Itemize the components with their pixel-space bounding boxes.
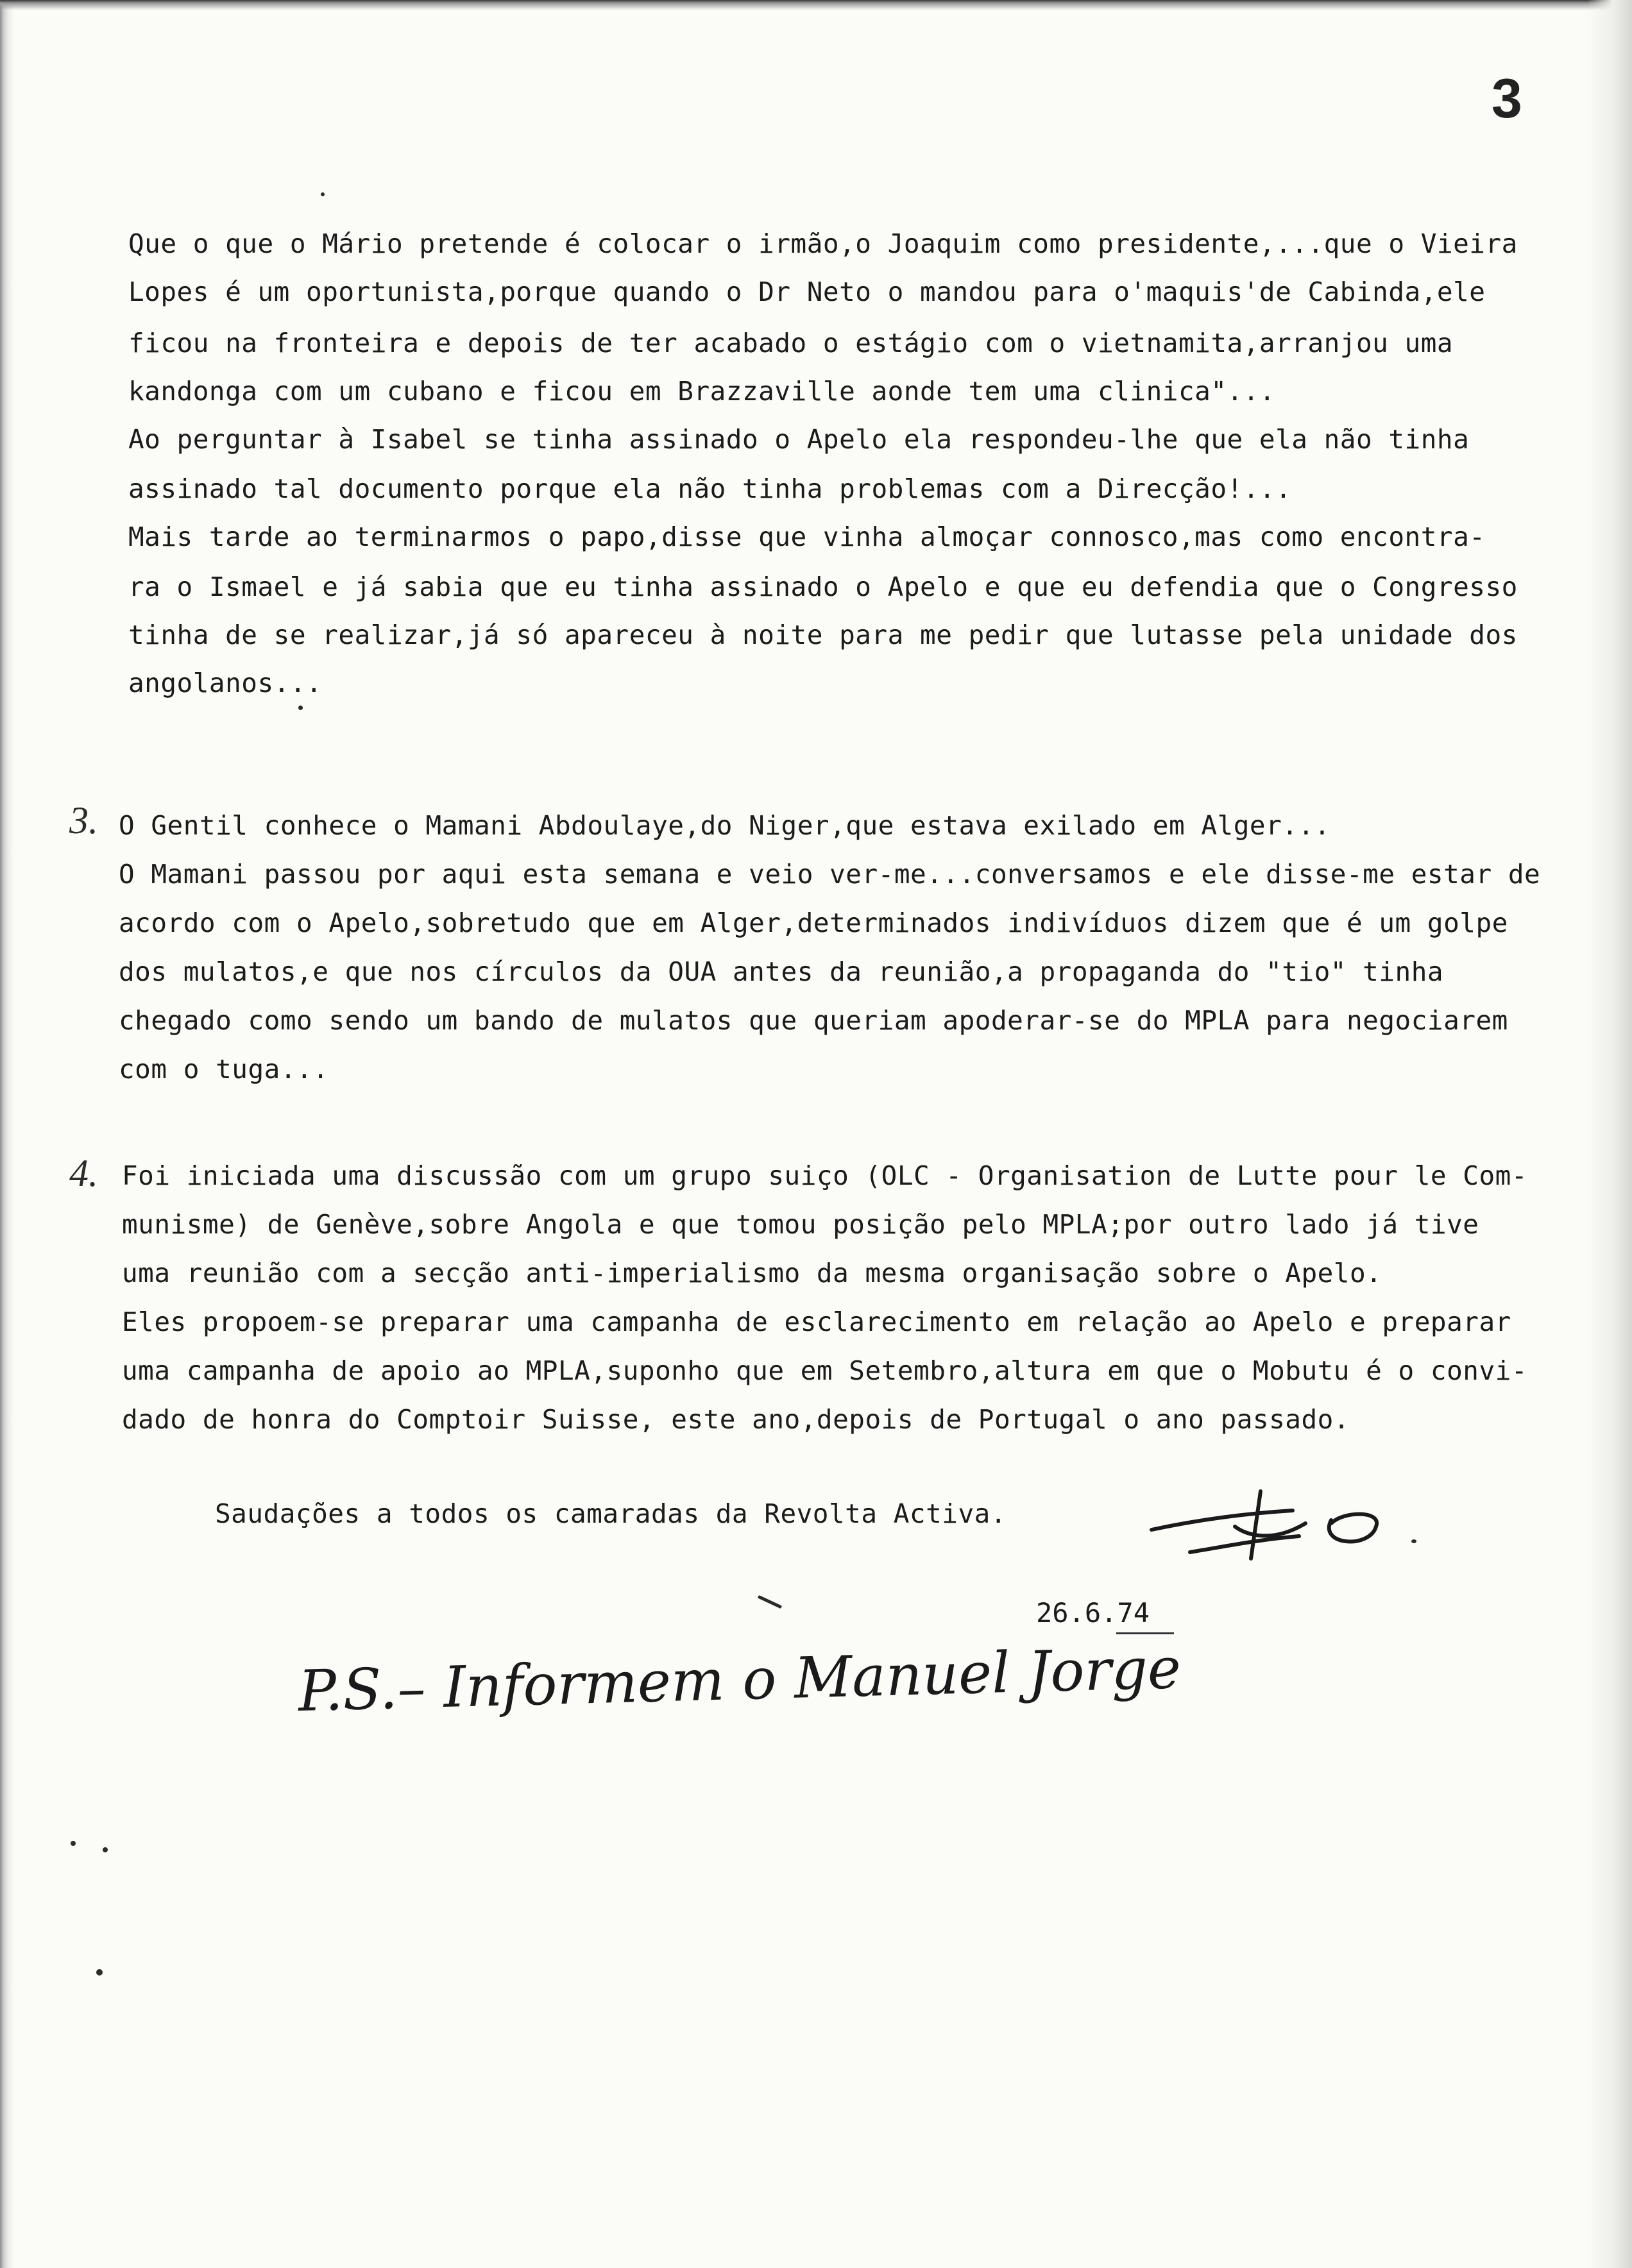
text-line: tinha de se realizar,já só apareceu à noite para me pedir que lutasse pela unidade dos: [128, 620, 1518, 650]
date-underline: [1116, 1632, 1174, 1634]
scan-speck: [1411, 1539, 1416, 1543]
scan-speck: [96, 1969, 103, 1976]
text-line: angolanos...: [128, 668, 323, 698]
scan-top-edge: [0, 0, 1632, 10]
scan-speck: [103, 1847, 108, 1852]
page-number: 3: [1492, 68, 1522, 130]
text-line: Foi iniciada uma discussão com um grupo suiço (OLC - Organisation de Lutte pour le Com-: [122, 1160, 1528, 1191]
scan-speck: [71, 1841, 76, 1846]
text-line: dos mulatos,e que nos círculos da OUA antes da reunião,a propaganda do "tio" tinha: [119, 956, 1444, 987]
text-line: assinado tal documento porque ela não tinha problemas com a Direcção!...: [128, 473, 1292, 504]
text-line: munisme) de Genève,sobre Angola e que tomou posição pelo MPLA;por outro lado já tive: [122, 1209, 1479, 1240]
text-line: ficou na fronteira e depois de ter acabado o estágio com o vietnamita,arranjou uma: [128, 328, 1454, 359]
text-line: uma campanha de apoio ao MPLA,suponho que em Setembro,altura em que o Mobutu é o convi-: [122, 1355, 1528, 1386]
text-line: Ao perguntar à Isabel se tinha assinado o Apelo ela respondeu-lhe que ela não tinha: [128, 424, 1470, 455]
text-line: O Mamani passou por aqui esta semana e veio ver-me...conversamos e ele disse-me estar de: [119, 859, 1541, 890]
text-line: Lopes é um oportunista,porque quando o Dr Neto o mandou para o'maquis'de Cabinda,ele: [128, 276, 1486, 307]
text-line: Eles propoem-se preparar uma campanha de esclarecimento em relação ao Apelo e preparar: [122, 1307, 1511, 1337]
section-number-3: 3.: [69, 799, 98, 842]
date: 26.6.74: [1036, 1597, 1150, 1629]
text-line: ra o Ismael e já sabia que eu tinha assinado o Apelo e que eu defendia que o Congresso: [128, 571, 1518, 602]
scan-speck: [298, 706, 303, 710]
handwritten-postscript: P.S.– Informem o Manuel Jorge: [297, 1634, 1182, 1724]
signature-scribble: [1139, 1475, 1408, 1578]
scan-right-edge: [1587, 0, 1632, 2268]
text-line: uma reunião com a secção anti-imperialismo da mesma organisação sobre o Apelo.: [122, 1258, 1382, 1289]
text-line: kandonga com um cubano e ficou em Brazzaville aonde tem uma clinica"...: [128, 376, 1276, 407]
text-line: acordo com o Apelo,sobretudo que em Alger,determinados indivíduos dizem que é um golpe: [119, 908, 1508, 938]
scan-left-edge: [0, 0, 14, 2268]
scan-speck: [321, 192, 325, 196]
scan-speck: [758, 1595, 782, 1609]
greeting: Saudações a todos os camaradas da Revolta Activa.: [215, 1498, 1007, 1529]
text-line: dado de honra do Comptoir Suisse, este ano,depois de Portugal o ano passado.: [122, 1404, 1350, 1435]
text-line: Que o que o Mário pretende é colocar o irmão,o Joaquim como presidente,...que o Vieira: [128, 228, 1518, 259]
text-line: chegado como sendo um bando de mulatos que queriam apoderar-se do MPLA para negociarem: [119, 1005, 1508, 1036]
text-line: com o tuga...: [119, 1054, 329, 1085]
section-number-4: 4.: [69, 1152, 98, 1194]
text-line: O Gentil conhece o Mamani Abdoulaye,do Niger,que estava exilado em Alger...: [119, 810, 1330, 841]
text-line: Mais tarde ao terminarmos o papo,disse que vinha almoçar connosco,mas como encontra-: [128, 521, 1486, 552]
